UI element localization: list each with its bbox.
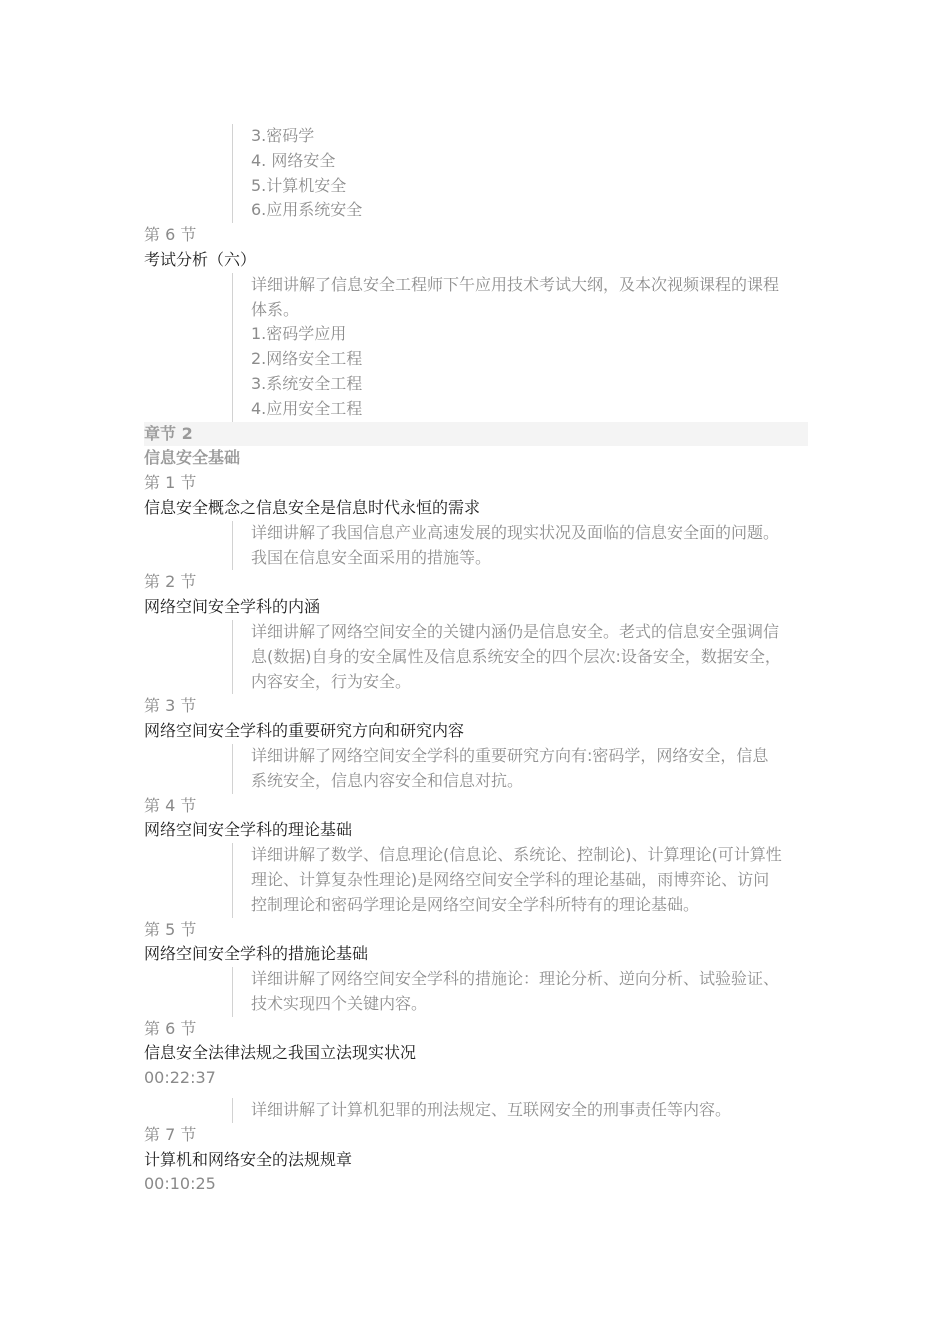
description-line: 系统安全，信息内容安全和信息对抗。 xyxy=(251,770,524,790)
section-block xyxy=(144,918,808,1017)
description-line: 详细讲解了网络空间安全学科的措施论：理论分析、逆向分析、试验验证、 xyxy=(251,969,780,989)
section-block xyxy=(144,223,808,421)
section-description xyxy=(232,273,808,422)
section-label: 第 2 节 xyxy=(144,572,197,592)
course-outline xyxy=(144,124,808,1197)
description-line: 详细讲解了计算机犯罪的刑法规定、互联网安全的刑事责任等内容。 xyxy=(251,1100,732,1120)
section-title[interactable]: 考试分析（六） xyxy=(144,249,257,269)
description-line: 控制理论和密码学理论是网络空间安全学科所特有的理论基础。 xyxy=(251,894,700,914)
description-line: 3.系统安全工程 xyxy=(251,373,363,393)
description-line: 详细讲解了网络空间安全的关键内涵仍是信息安全。老式的信息安全强调信 xyxy=(251,621,780,641)
list-item: 4. 网络安全 xyxy=(251,150,336,170)
section-label: 第 6 节 xyxy=(144,225,197,245)
section-label: 第 7 节 xyxy=(144,1124,197,1144)
description-line: 详细讲解了数学、信息理论(信息论、系统论、控制论)、计算理论(可计算性 xyxy=(251,845,782,865)
list-item: 6.应用系统安全 xyxy=(251,200,363,220)
section-label: 第 1 节 xyxy=(144,473,197,493)
description-line: 2.网络安全工程 xyxy=(251,349,363,369)
list-item: 5.计算机安全 xyxy=(251,175,347,195)
section-block xyxy=(144,471,808,570)
description-line: 我国在信息安全面采用的措施等。 xyxy=(251,547,492,567)
section-block xyxy=(144,794,808,918)
section-duration: 00:22:37 xyxy=(144,1068,216,1088)
section-description xyxy=(232,967,808,1017)
description-line: 理论、计算复杂性理论)是网络空间安全学科的理论基础，雨博弈论、访问 xyxy=(251,869,770,889)
description-line: 详细讲解了我国信息产业高速发展的现实状况及面临的信息安全面的问题。 xyxy=(251,522,780,542)
section-block xyxy=(144,1123,808,1197)
section-description xyxy=(232,620,808,694)
description-line: 4.应用安全工程 xyxy=(251,398,363,418)
description-line: 技术实现四个关键内容。 xyxy=(251,993,428,1013)
section-title[interactable]: 信息安全法律法规之我国立法现实状况 xyxy=(144,1043,417,1063)
list-item: 3.密码学 xyxy=(251,126,315,145)
section-description xyxy=(232,843,808,917)
section-title[interactable]: 网络空间安全学科的重要研究方向和研究内容 xyxy=(144,721,465,741)
section-duration: 00:10:25 xyxy=(144,1174,216,1194)
section-block xyxy=(144,1017,808,1123)
description-line: 息(数据)自身的安全属性及信息系统安全的四个层次:设备安全，数据安全， xyxy=(251,646,781,666)
section-title[interactable]: 计算机和网络安全的法规规章 xyxy=(144,1149,353,1169)
section-title[interactable]: 网络空间安全学科的措施论基础 xyxy=(144,944,369,964)
section-label: 第 5 节 xyxy=(144,919,197,939)
section-title[interactable]: 网络空间安全学科的理论基础 xyxy=(144,820,353,840)
section-block xyxy=(144,570,808,694)
chapter-title: 信息安全基础 xyxy=(144,448,241,468)
chapter-label: 章节 2 xyxy=(144,422,808,447)
description-line: 体系。 xyxy=(251,299,300,319)
section-label: 第 3 节 xyxy=(144,696,197,716)
section-title[interactable]: 网络空间安全学科的内涵 xyxy=(144,597,321,617)
description-line: 详细讲解了网络空间安全学科的重要研究方向有:密码学，网络安全，信息 xyxy=(251,745,769,765)
section-description xyxy=(232,1098,808,1123)
section-block xyxy=(144,694,808,793)
section-description xyxy=(232,521,808,571)
section-label: 第 6 节 xyxy=(144,1018,197,1038)
section-title[interactable]: 信息安全概念之信息安全是信息时代永恒的需求 xyxy=(144,497,481,517)
description-line: 内容安全，行为安全。 xyxy=(251,671,412,691)
section-description xyxy=(232,744,808,794)
intro-list xyxy=(232,124,808,223)
section-label: 第 4 节 xyxy=(144,795,197,815)
description-line: 详细讲解了信息安全工程师下午应用技术考试大纲，及本次视频课程的课程 xyxy=(251,274,780,294)
description-line: 1.密码学应用 xyxy=(251,324,347,344)
